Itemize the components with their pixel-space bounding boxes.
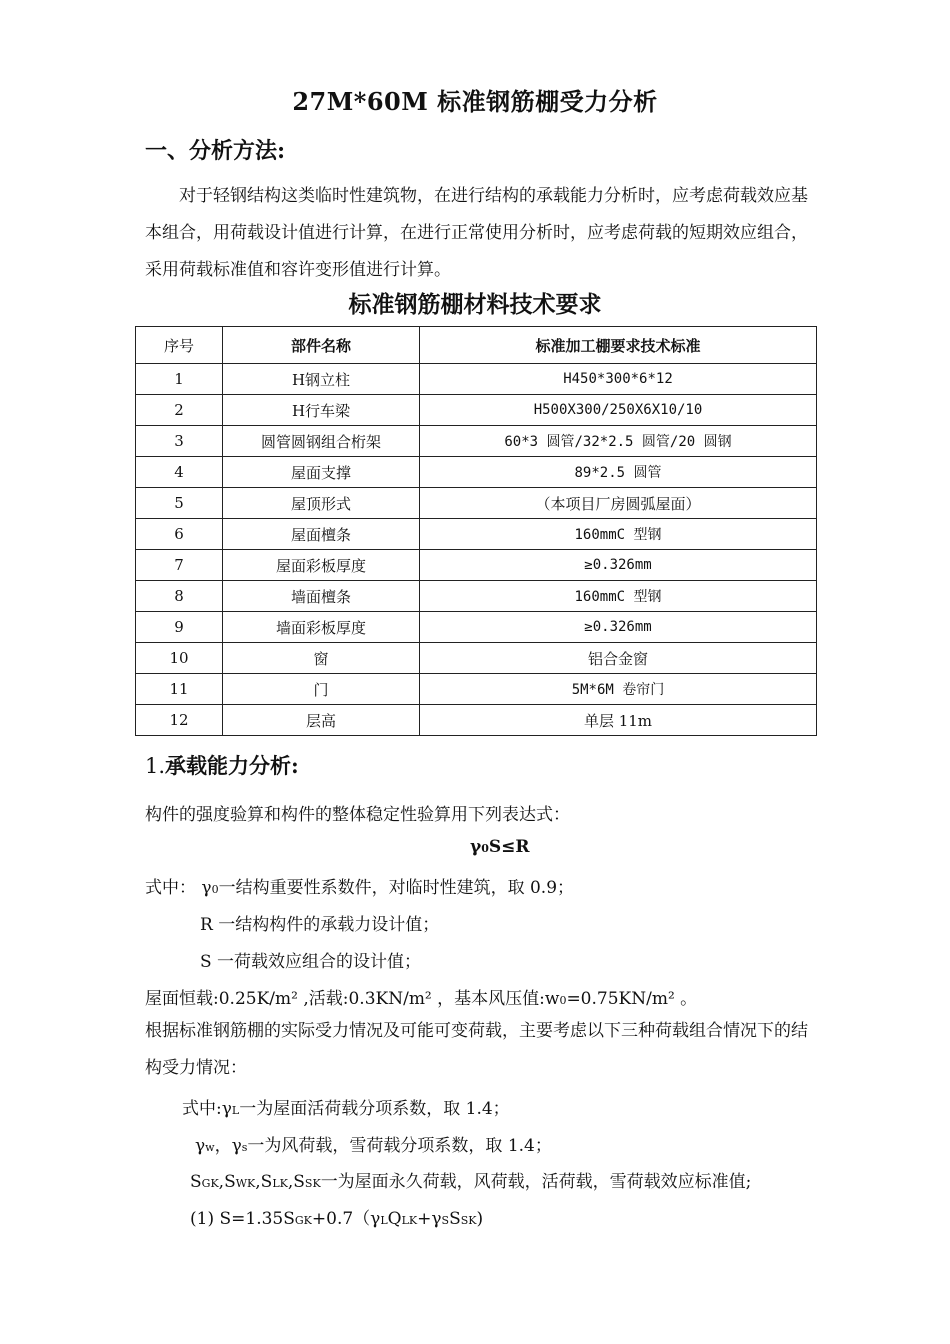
cell-index: 12 [136,705,223,736]
cell-standard: ≥0.326mm [420,612,817,643]
capacity-intro: 构件的强度验算和构件的整体稳定性验算用下列表达式： [145,805,570,825]
table-row [136,395,817,426]
cell-index: 10 [136,643,223,674]
document-title: 27M*60M 标准钢筋棚受力分析 [292,87,658,116]
cell-index: 7 [136,550,223,581]
column-header-part: 部件名称 [223,327,420,364]
table-row [136,457,817,488]
coef-wind-snow-line [195,1131,552,1156]
formula1-sub: LK [401,1214,418,1227]
where-gamma: γ [201,878,212,898]
cell-standard: H450*300*6*12 [420,364,817,395]
cell-index: 3 [136,426,223,457]
load-values [145,984,697,1009]
cell-index: 8 [136,581,223,612]
wind-subscript: w [205,1141,215,1154]
table-row [136,519,817,550]
section-heading-method: 一、分析方法: [145,138,286,164]
cell-part-name: 墙面檀条 [223,581,420,612]
material-spec-table [135,326,817,736]
symbol-s: ,S [255,1172,273,1192]
snow-gamma: γ [231,1136,242,1156]
table-row [136,550,817,581]
cell-index: 6 [136,519,223,550]
cell-standard: 铝合金窗 [420,643,817,674]
table-row [136,581,817,612]
coef-prefix: 式中: [182,1099,222,1119]
cell-index: 1 [136,364,223,395]
symbol-sub-wk: WK [235,1177,256,1190]
combination-formula-1 [190,1204,483,1229]
table-row [136,674,817,705]
where-gamma-line [145,873,574,898]
table-row [136,705,817,736]
cell-part-name: 层高 [223,705,420,736]
cell-standard: 单层 11m [420,705,817,736]
table-header-row [136,327,817,364]
load-effect-symbols-line [190,1167,751,1192]
table-row [136,612,817,643]
section-number: 1. [145,754,166,778]
cell-index: 2 [136,395,223,426]
formula1-part: S [449,1209,461,1229]
cell-part-name: 圆管圆钢组合桁架 [223,426,420,457]
cell-standard: （本项目厂房圆弧屋面） [420,488,817,519]
load-values-text: 屋面恒载:0.25K/m² ,活载:0.3KN/m² ，基本风压值:w [145,989,560,1009]
table-row [136,364,817,395]
formula1-sub: L [380,1214,388,1227]
column-header-standard: 标准加工棚要求技术标准 [420,327,817,364]
load-values-end: =0.75KN/m² 。 [566,989,698,1009]
formula1-part: Q [387,1209,402,1229]
cell-part-name: 屋面檀条 [223,519,420,550]
symbol-sub-sk: SK [304,1177,321,1190]
formula-rest: S≤R [488,837,530,857]
wind-sep: ， [214,1136,232,1156]
method-paragraph: 对于轻钢结构这类临时性建筑物，在进行结构的承载能力分析时，应考虑荷载效应基本组合，用荷载设计值进行计算，在进行正常使用分析时，应考虑荷载的短期效应组合，采用荷载标准值和容许变形值进行计算。 [145,186,808,280]
symbol-sub-lk: LK [272,1177,288,1190]
formula1-sub: SK [460,1214,477,1227]
cell-index: 5 [136,488,223,519]
formula1-part: ) [476,1209,484,1229]
symbol-sub-gk: GK [201,1177,219,1190]
formula-subscript: 0 [481,842,489,855]
symbol-s: ,S [287,1172,305,1192]
cell-standard: ≥0.326mm [420,550,817,581]
cell-standard: 60*3 圆管/32*2.5 圆管/20 圆钢 [420,426,817,457]
cell-part-name: 屋面支撑 [223,457,420,488]
cell-standard: 5M*6M 卷帘门 [420,674,817,705]
s-definition: S 一荷载效应组合的设计值； [200,952,422,972]
where-subscript: 0 [211,883,219,896]
r-definition: R 一结构构件的承载力设计值； [200,915,440,935]
load-combination-paragraph: 根据标准钢筋棚的实际受力情况及可能可变荷载，主要考虑以下三种荷载组合情况下的结构受力情况： [145,1021,808,1078]
table-row [136,426,817,457]
cell-standard: 89*2.5 圆管 [420,457,817,488]
wind-gamma: γ [195,1136,206,1156]
coef-text: 一为屋面活荷载分项系数，取 1.4； [239,1099,510,1119]
snow-subscript: s [241,1141,248,1154]
cell-part-name: 窗 [223,643,420,674]
cell-part-name: H钢立柱 [223,364,420,395]
cell-index: 11 [136,674,223,705]
load-values-subscript: 0 [559,994,567,1007]
formula1-sub: GK [294,1214,312,1227]
formula1-part: (1) S=1.35S [190,1209,295,1229]
section-heading-text: 承载能力分析: [165,753,299,778]
cell-part-name: 墙面彩板厚度 [223,612,420,643]
formula1-part: +0.7（γ [311,1209,381,1229]
cell-part-name: 门 [223,674,420,705]
table-title: 标准钢筋棚材料技术要求 [348,291,602,318]
formula-main [470,837,530,857]
cell-standard: H500X300/250X6X10/10 [420,395,817,426]
coef-subscript: L [231,1104,240,1117]
where-prefix: 式中： [145,878,196,898]
formula1-part: +γ [417,1209,442,1229]
cell-part-name: H行车梁 [223,395,420,426]
cell-part-name: 屋面彩板厚度 [223,550,420,581]
cell-index: 4 [136,457,223,488]
coef-gamma: γ [221,1099,232,1119]
formula1-sub: S [441,1214,450,1227]
table-row [136,488,817,519]
coef-live-line [182,1094,510,1119]
wind-snow-text: 一为风荷载，雪荷载分项系数，取 1.4； [247,1136,552,1156]
column-header-index: 序号 [136,327,223,364]
cell-standard: 160mmC 型钢 [420,519,817,550]
cell-index: 9 [136,612,223,643]
symbol-s: S [190,1172,202,1192]
load-effect-text: 一为屋面永久荷载，风荷载，活荷载，雪荷载效应标准值; [320,1172,752,1192]
cell-standard: 160mmC 型钢 [420,581,817,612]
where-text: 一结构重要性系数件，对临时性建筑，取 0.9； [218,878,575,898]
table-row [136,643,817,674]
formula-gamma: γ [470,837,482,857]
symbol-s: ,S [218,1172,236,1192]
cell-part-name: 屋顶形式 [223,488,420,519]
section-heading-capacity [145,750,299,780]
